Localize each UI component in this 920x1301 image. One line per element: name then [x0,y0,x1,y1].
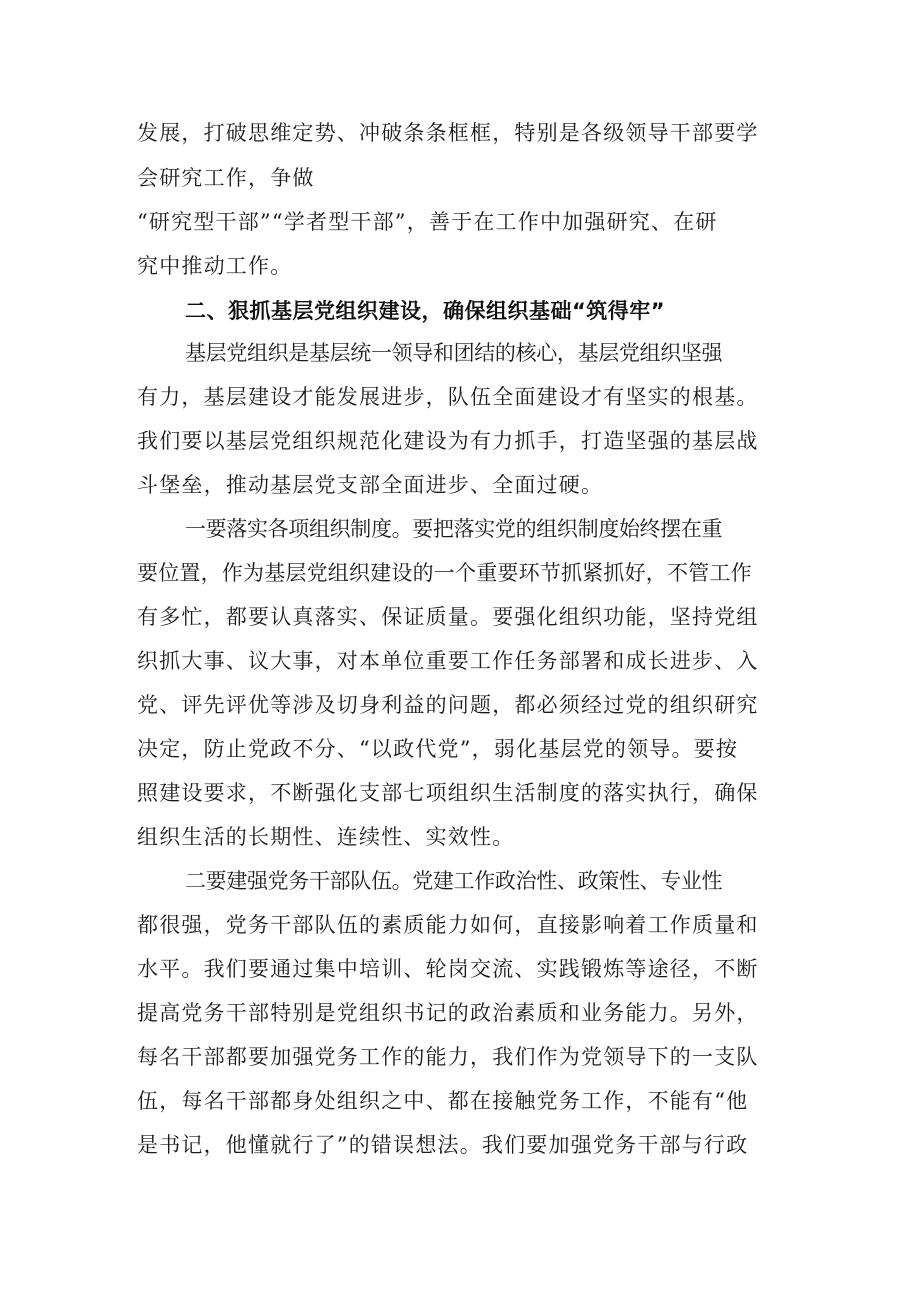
paragraph3-line-6: 伍，每名干部都身处组织之中、都在接触党务工作，不能有“他 [137,1089,749,1113]
paragraph2-line-7: 照建设要求，不断强化支部七项组织生活制度的落实执行，确保 [137,781,759,805]
paragraph3-line-2: 都很强，党务干部队伍的素质能力如何，直接影响着工作质量和 [137,913,759,937]
paragraph1-line-4: 斗堡垒，推动基层党支部全面进步、全面过硬。 [137,473,604,497]
paragraph3-line-4: 提高党务干部特别是党组织书记的政治素质和业务能力。另外， [137,1001,759,1025]
paragraph2-line-6: 决定，防止党政不分、“以政代党”，弱化基层党的领导。要按 [137,737,739,761]
paragraph3-line-1: 二要建强党务干部队伍。党建工作政治性、政策性、专业性 [185,869,723,893]
fragment-line-1: 发展，打破思维定势、冲破条条框框，特别是各级领导干部要学 [137,121,759,145]
paragraph1-line-2: 有力，基层建设才能发展进步，队伍全面建设才有坚实的根基。 [137,385,759,409]
fragment-line-4: 究中推动工作。 [137,254,293,278]
paragraph3-line-5: 每名干部都要加强党务工作的能力，我们作为党领导下的一支队 [137,1045,759,1069]
paragraph3-line-7: 是书记，他懂就行了”的错误想法。我们要加强党务干部与行政 [137,1133,749,1157]
paragraph2-line-8: 组织生活的长期性、连续性、实效性。 [137,825,515,849]
fragment-line-2: 会研究工作，争做 [137,166,315,190]
paragraph2-line-1: 一要落实各项组织制度。要把落实党的组织制度始终摆在重 [185,517,723,541]
paragraph3-line-3: 水平。我们要通过集中培训、轮岗交流、实践锻炼等途径，不断 [137,957,759,981]
paragraph2-line-2: 要位置，作为基层党组织建设的一个重要环节抓紧抓好，不管工作 [137,561,752,585]
paragraph2-line-3: 有多忙，都要认真落实、保证质量。要强化组织功能，坚持党组 [137,605,759,629]
paragraph2-line-5: 党、评先评优等涉及切身利益的问题，都必须经过党的组织研究 [137,693,759,717]
paragraph2-line-4: 织抓大事、议大事，对本单位重要工作任务部署和成长进步、入 [137,649,759,673]
section-heading: 二、狠抓基层党组织建设，确保组织基础“筑得牢” [185,299,666,323]
paragraph1-line-1: 基层党组织是基层统一领导和团结的核心，基层党组织坚强 [185,341,723,365]
paragraph1-line-3: 我们要以基层党组织规范化建设为有力抓手，打造坚强的基层战 [137,429,759,453]
fragment-line-3: “研究型干部”“学者型干部”，善于在工作中加强研究、在研 [137,210,718,234]
